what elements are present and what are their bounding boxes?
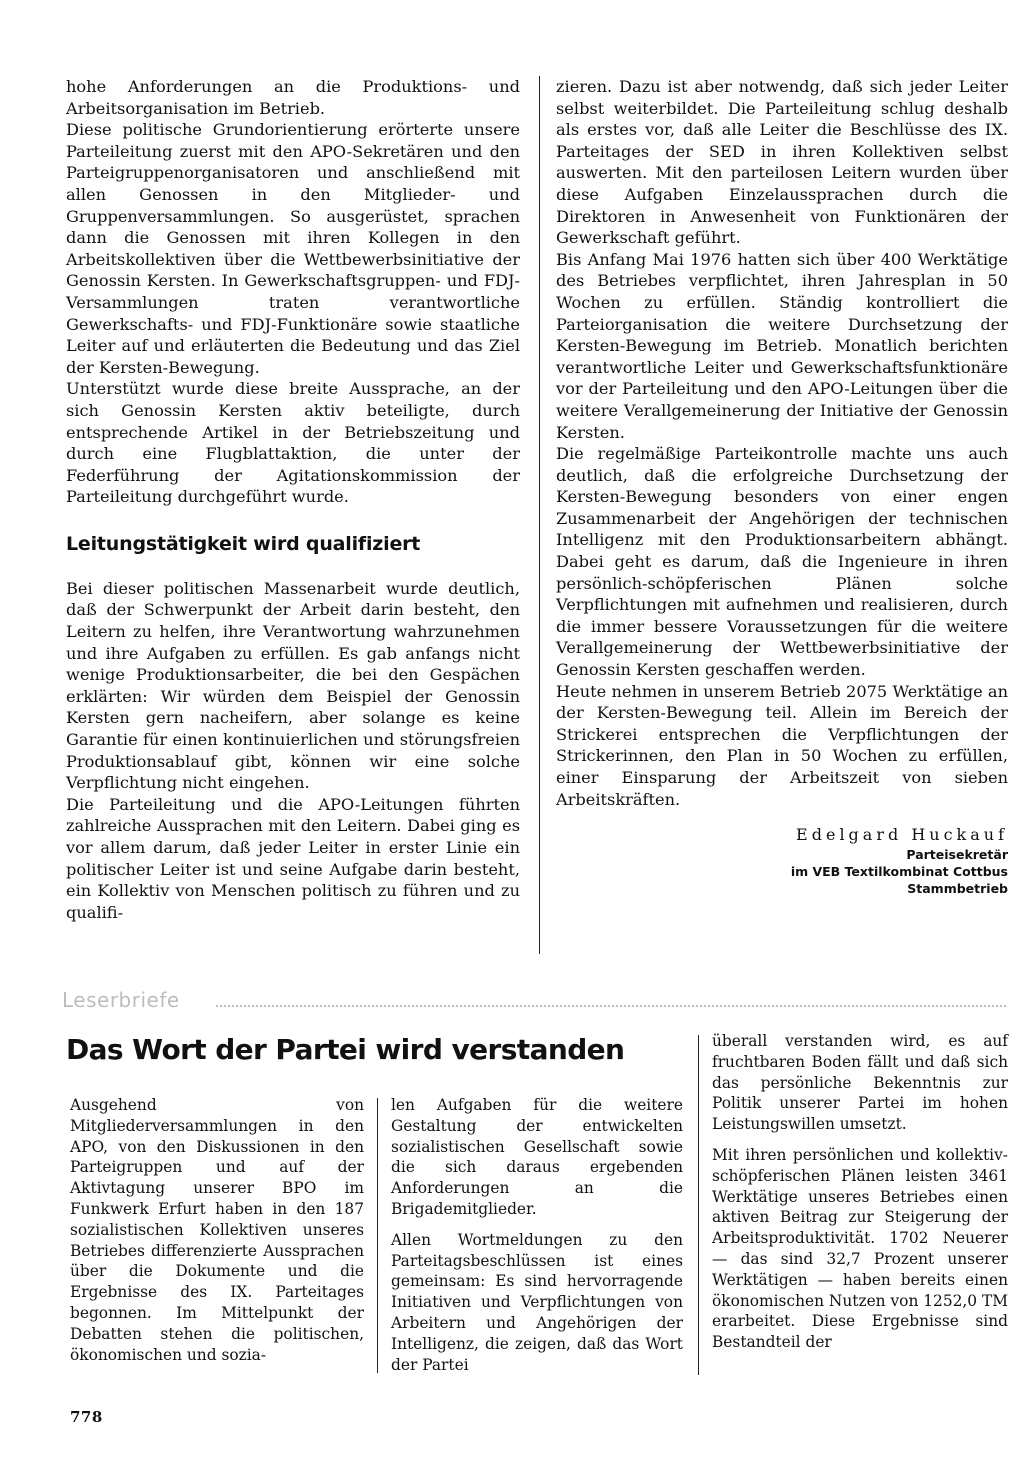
letter-column-1 bbox=[70, 1095, 364, 1375]
section-label: Leserbriefe bbox=[62, 988, 180, 1012]
letter-column-2 bbox=[391, 1095, 683, 1385]
column-divider bbox=[377, 1098, 378, 1373]
upper-article-column-left bbox=[66, 76, 520, 923]
author-role: Parteisekretär bbox=[906, 846, 1008, 862]
author-organization: im VEB Textilkombinat Cottbus bbox=[790, 863, 1008, 879]
column-divider bbox=[539, 76, 540, 954]
dotted-rule bbox=[216, 1005, 1006, 1007]
paragraph: zieren. Dazu ist aber notwendg, daß sich jeder Leiter selbst weiterbildet. Die Parteileitung schlug deshalb als erstes vor, daß alle Leiter die Beschlüsse des IX. Parteitages der SED in ihren Kollektiven selbst auswerten. Mit den parteilosen Leitern wurden über diese Aufgaben Einzelaussprachen durch die Direktoren in Anwesenheit von Funktionären der Gewerkschaft geführt. bbox=[556, 77, 1008, 248]
column-divider bbox=[698, 1035, 699, 1375]
paragraph: Die regelmäßige Parteikontrolle machte uns auch deutlich, daß die erfolgreiche Durchsetzung der Kersten-Bewegung besonders von einer engen Zusammenarbeit der Angehörigen der technischen Intelligenz mit den Produktionsarbeitern abhängt. Dabei geht es darum, daß die Ingenieure in ihren persönlich-schöpferischen Plänen solche Verpflichtungen mit aufnehmen und realisieren, durch die immer bessere Voraussetzungen für die weitere Verallgemeinerung der Wettbewerbsinitiative der Genossin Kersten geschaffen werden. bbox=[556, 444, 1008, 680]
paragraph: überall verstanden wird, es auf fruchtbaren Boden fällt und daß sich das persönliche Bekenntnis zur Politik unserer Partei im hohen Leistungswillen umsetzt. bbox=[712, 1032, 1008, 1134]
paragraph: Bis Anfang Mai 1976 hatten sich über 400 Werktätige des Betriebes verpflichtet, ihren Jahresplan in 50 Wochen zu erfüllen. Ständig kontrolliert die Parteiorganisation die weitere Durchsetzung der Kersten-Bewegung im Betrieb. Monatlich berichten verantwortliche Leiter und Gewerkschaftsfunktionäre vor der Parteileitung und den APO-Leitungen über die weitere Verallgemeinerung der Initiative der Genossin Kersten. bbox=[556, 249, 1008, 442]
article-title: Das Wort der Partei wird verstanden bbox=[66, 1033, 625, 1066]
letter-column-3 bbox=[712, 1031, 1008, 1363]
paragraph: len Aufgaben für die weitere Gestaltung der entwickelten sozialistischen Gesellschaft sowie die sich daraus ergebenden Anforderungen an die Brigademitglieder. bbox=[391, 1096, 683, 1218]
page-number: 778 bbox=[70, 1408, 103, 1426]
paragraph: Diese politische Grundorientierung erörterte unsere Parteileitung zuerst mit den APO-Sekretären und den Parteigruppenorganisatoren und anschließend mit allen Genossen in den Mitglieder- und Gruppenversammlungen. So ausgerüstet, sprachen dann die Genossen mit ihren Kollegen in den Arbeitskollektiven über die Wettbewerbsinitiative der Genossin Kersten. In Gewerkschaftsgruppen- und FDJ-Versammlungen traten verantwortliche Gewerkschafts- und FDJ-Funktionäre sowie staatliche Leiter auf und erläuterten die Bedeutung und das Ziel der Kersten-Bewegung. bbox=[66, 120, 520, 377]
paragraph: Ausgehend von Mitgliederversammlungen in den APO, von den Diskussionen in den Parteigruppen und auf der Aktivtagung unserer BPO im Funkwerk Erfurt haben in den 187 sozialistischen Kollektiven unseres Betriebes differenzierte Aussprachen über die Dokumente und die Ergebnisse des IX. Parteitages begonnen. Im Mittelpunkt der Debatten stehen die politischen, ökonomischen und sozia- bbox=[70, 1096, 364, 1364]
paragraph: Die Parteileitung und die APO-Leitungen führten zahlreiche Aussprachen mit den Leitern. Dabei ging es vor allem darum, daß jeder Leiter in erster Linie ein politischer Leiter ist und seine Aufgabe darin besteht, ein Kollektiv von Menschen politisch zu führen und zu qualifi- bbox=[66, 794, 520, 922]
upper-article-column-right bbox=[556, 76, 1008, 897]
author-signature bbox=[556, 824, 1008, 897]
paragraph: Mit ihren persönlichen und kollektiv-schöpferischen Plänen leisten 3461 Werktätige unseres Betriebes einen aktiven Beitrag zur Steigerung der Arbeitsproduktivität. 1702 Neuerer — das sind 32,7 Prozent unserer Werktätigen — haben bereits einen ökonomischen Nutzen von 1252,0 TM erarbeitet. Diese Ergebnisse sind Bestandteil der bbox=[712, 1145, 1009, 1352]
paragraph: Allen Wortmeldungen zu den Parteitagsbeschlüssen ist eines gemeinsam: Es sind hervorragende Initiativen und Verpflichtungen von Arbeitern und Angehörigen der Intelligenz, die zeigen, daß das Wort der Partei bbox=[391, 1230, 683, 1374]
paragraph: Bei dieser politischen Massenarbeit wurde deutlich, daß der Schwerpunkt der Arbeit darin besteht, den Leitern zu helfen, ihre Verantwortung wahrzunehmen und ihre Aufgaben zu erfüllen. Es gab anfangs nicht wenige Produktionsarbeiter, die bei den Gespächen erklärten: Wir würden dem Beispiel der Genossin Kersten gern nacheifern, aber solange es keine Garantie für einen kontinuierlichen und störungsfreien Produktionsablauf gibt, können wir eine solche Verpflichtung nicht eingehen. bbox=[66, 578, 520, 793]
paragraph: Heute nehmen in unserem Betrieb 2075 Werktätige an der Kersten-Bewegung teil. Allein im Bereich der Strickerei entsprechen die Verpflichtungen der Strickerinnen, den Plan in 50 Wochen zu erfüllen, einer Einsparung der Arbeitszeit von sieben Arbeitskräften. bbox=[556, 681, 1008, 809]
author-name: Edelgard Huckauf bbox=[796, 825, 1008, 845]
section-heading: Leitungstätigkeit wird qualifiziert bbox=[66, 532, 421, 555]
author-department: Stammbetrieb bbox=[907, 880, 1008, 896]
paragraph: hohe Anforderungen an die Produktions- und Arbeitsorganisation im Betrieb. bbox=[66, 77, 520, 118]
paragraph: Unterstützt wurde diese breite Aussprache, an der sich Genossin Kersten aktiv beteiligte, durch entsprechende Artikel in der Betriebszeitung und durch eine Flugblattaktion, die unter der Federführung der Agitationskommission der Parteileitung durchgeführt wurde. bbox=[66, 379, 520, 507]
